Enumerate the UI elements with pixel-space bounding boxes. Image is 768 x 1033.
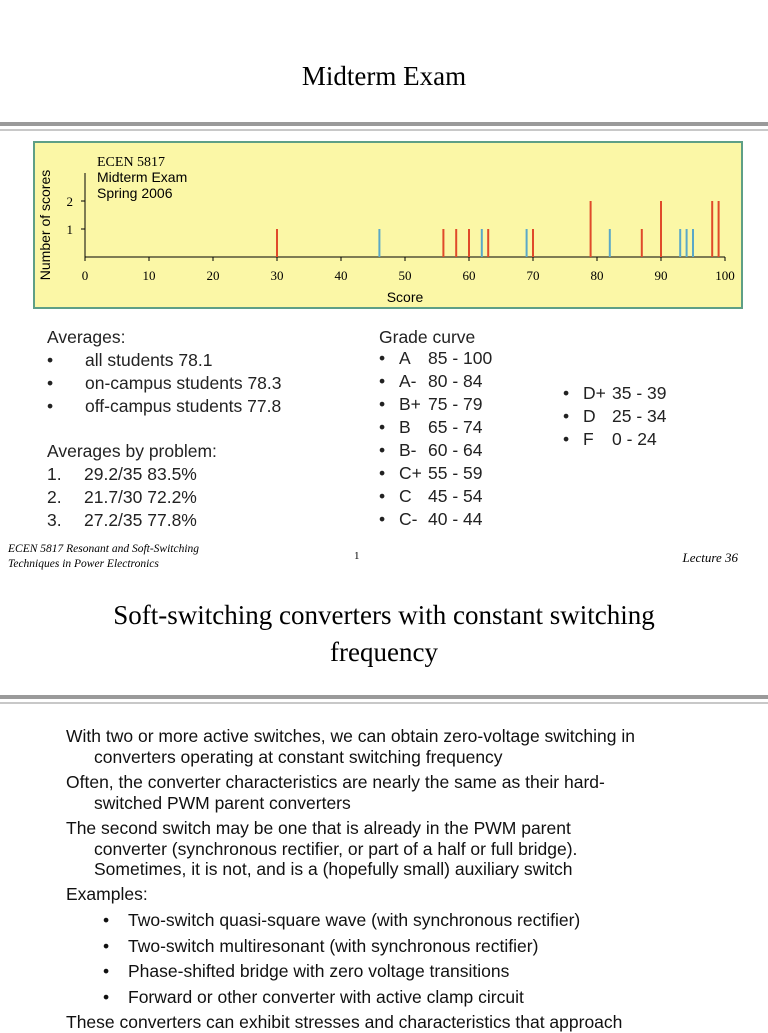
slide2-paragraph: [66, 818, 726, 880]
x-tick-label: 40: [334, 268, 348, 283]
grade-letter: F: [583, 429, 594, 449]
histogram-svg: [35, 143, 741, 307]
grade-letter: B+: [399, 394, 421, 414]
x-tick-label: 70: [526, 268, 540, 283]
footer-course-line1: ECEN 5817 Resonant and Soft-Switching: [8, 543, 200, 555]
grade-bullet: •: [379, 509, 386, 529]
grade-row: [563, 428, 723, 451]
grade-row: [379, 416, 539, 439]
grade-bullet: •: [379, 371, 386, 391]
grade-range: 55 - 59: [428, 463, 483, 483]
problem-number: 3.: [47, 510, 62, 530]
example-bullet: [103, 987, 524, 1008]
grade-range: 45 - 54: [428, 486, 483, 506]
averages-bullet: •: [47, 396, 54, 416]
footer-course-line2: Techniques in Power Electronics: [8, 558, 159, 570]
grade-row: [379, 370, 539, 393]
x-tick-label: 0: [81, 268, 89, 283]
grade-letter: B-: [399, 440, 417, 460]
grade-letter: A-: [399, 371, 417, 391]
grade-range: 75 - 79: [428, 394, 483, 414]
grade-range: 35 - 39: [612, 383, 667, 403]
paragraph-first-line: The second switch may be one that is already in the PWM parent: [66, 818, 571, 838]
slide2-title-line1: Soft-switching converters with constant switching: [113, 600, 655, 630]
grade-bullet: •: [563, 383, 570, 403]
paragraph-first-line: Examples:: [66, 884, 148, 904]
grade-range: 40 - 44: [428, 509, 483, 529]
grade-letter: C: [399, 486, 412, 506]
slide2-title-line2: frequency: [330, 637, 438, 667]
chart-term-label: Spring 2006: [97, 185, 173, 201]
averages-item: all students 78.1: [85, 350, 213, 370]
grade-letter: A: [399, 348, 411, 368]
grade-row: [563, 382, 723, 405]
grade-row: [379, 439, 539, 462]
x-tick-label: 50: [398, 268, 412, 283]
problem-average: 21.7/30 72.2%: [84, 487, 197, 507]
grade-row: [379, 508, 539, 531]
slide1-page-number: 1: [354, 550, 360, 562]
averages-bullet: •: [47, 373, 54, 393]
averages-heading: Averages:: [47, 327, 126, 347]
grade-bullet: •: [379, 486, 386, 506]
paragraph-first-line: With two or more active switches, we can obtain zero-voltage switching in: [66, 726, 635, 746]
grade-row: [379, 485, 539, 508]
y-tick-label: 2: [66, 194, 73, 209]
x-tick-label: 10: [142, 268, 156, 283]
chart-exam-label: Midterm Exam: [97, 169, 188, 185]
bullet-dot: •: [103, 986, 110, 1007]
grade-bullet: •: [379, 417, 386, 437]
grade-range: 60 - 64: [428, 440, 483, 460]
problem-number: 1.: [47, 464, 62, 484]
grade-range: 65 - 74: [428, 417, 483, 437]
slide2-paragraph: [66, 726, 726, 767]
averages-item: off-campus students 77.8: [85, 396, 282, 416]
grade-row: [379, 393, 539, 416]
averages-by-problem-heading: Averages by problem:: [47, 441, 217, 461]
example-text: Forward or other converter with active clamp circuit: [128, 986, 524, 1007]
paragraph-continuation: converter (synchronous rectifier, or part of a half or full bridge).: [94, 838, 578, 859]
grade-bullet: •: [379, 440, 386, 460]
grade-letter: D: [583, 406, 596, 426]
grade-row: [379, 462, 539, 485]
grade-bullet: •: [563, 406, 570, 426]
y-axis-label: Number of scores: [37, 169, 53, 281]
bullet-dot: •: [103, 910, 110, 930]
title-divider: [0, 122, 768, 131]
slide2-paragraph: [66, 884, 726, 905]
averages-item: on-campus students 78.3: [85, 373, 282, 393]
x-tick-label: 100: [715, 268, 735, 283]
grade-letter: C+: [399, 463, 422, 483]
score-histogram-chart: [33, 141, 743, 309]
example-text: Two-switch quasi-square wave (with synchronous rectifier): [128, 910, 581, 930]
grade-bullet: •: [379, 394, 386, 414]
bullet-dot: •: [103, 961, 110, 981]
grade-bullet: •: [379, 348, 386, 368]
grade-range: 25 - 34: [612, 406, 667, 426]
example-bullet: [103, 936, 538, 957]
y-tick-label: 1: [66, 222, 73, 237]
slide1-title: Midterm Exam: [301, 61, 467, 91]
grade-range: 85 - 100: [428, 348, 493, 368]
example-text: Phase-shifted bridge with zero voltage transitions: [128, 961, 510, 981]
bullet-dot: •: [103, 935, 110, 956]
x-tick-label: 30: [270, 268, 284, 283]
x-tick-label: 80: [590, 268, 604, 283]
chart-course-label: ECEN 5817: [97, 155, 166, 170]
grade-row: [563, 405, 723, 428]
x-tick-label: 90: [654, 268, 668, 283]
averages-bullet: •: [47, 350, 54, 370]
problem-number: 2.: [47, 487, 62, 507]
example-bullet: [103, 910, 580, 931]
grade-bullet: •: [563, 429, 570, 449]
x-tick-label: 60: [462, 268, 476, 283]
grade-letter: C-: [399, 509, 418, 529]
problem-average: 29.2/35 83.5%: [84, 464, 197, 484]
example-bullet: [103, 961, 509, 982]
grade-letter: D+: [583, 383, 606, 403]
slide1-lecture-label: Lecture 36: [682, 550, 738, 565]
grade-bullet: •: [379, 463, 386, 483]
paragraph-first-line: Often, the converter characteristics are nearly the same as their hard-: [66, 772, 605, 792]
slide1-footer-course: [8, 542, 199, 572]
x-tick-label: 20: [206, 268, 220, 283]
paragraph-continuation: Sometimes, it is not, and is a (hopefully small) auxiliary switch: [94, 859, 573, 879]
example-text: Two-switch multiresonant (with synchronous rectifier): [128, 935, 539, 956]
slide2-paragraph: [66, 772, 726, 813]
paragraph-continuation: switched PWM parent converters: [94, 792, 351, 813]
grade-range: 80 - 84: [428, 371, 483, 391]
grade-row: [379, 347, 539, 370]
slide2-last-line: These converters can exhibit stresses and characteristics that approach: [66, 1012, 623, 1032]
grade-range: 0 - 24: [612, 429, 657, 449]
grade-curve-heading: Grade curve: [379, 327, 476, 347]
slide2-title-divider: [0, 695, 768, 704]
x-axis-label: Score: [386, 289, 424, 305]
paragraph-continuation: converters operating at constant switching frequency: [94, 746, 503, 767]
grade-letter: B: [399, 417, 411, 437]
problem-average: 27.2/35 77.8%: [84, 510, 197, 530]
